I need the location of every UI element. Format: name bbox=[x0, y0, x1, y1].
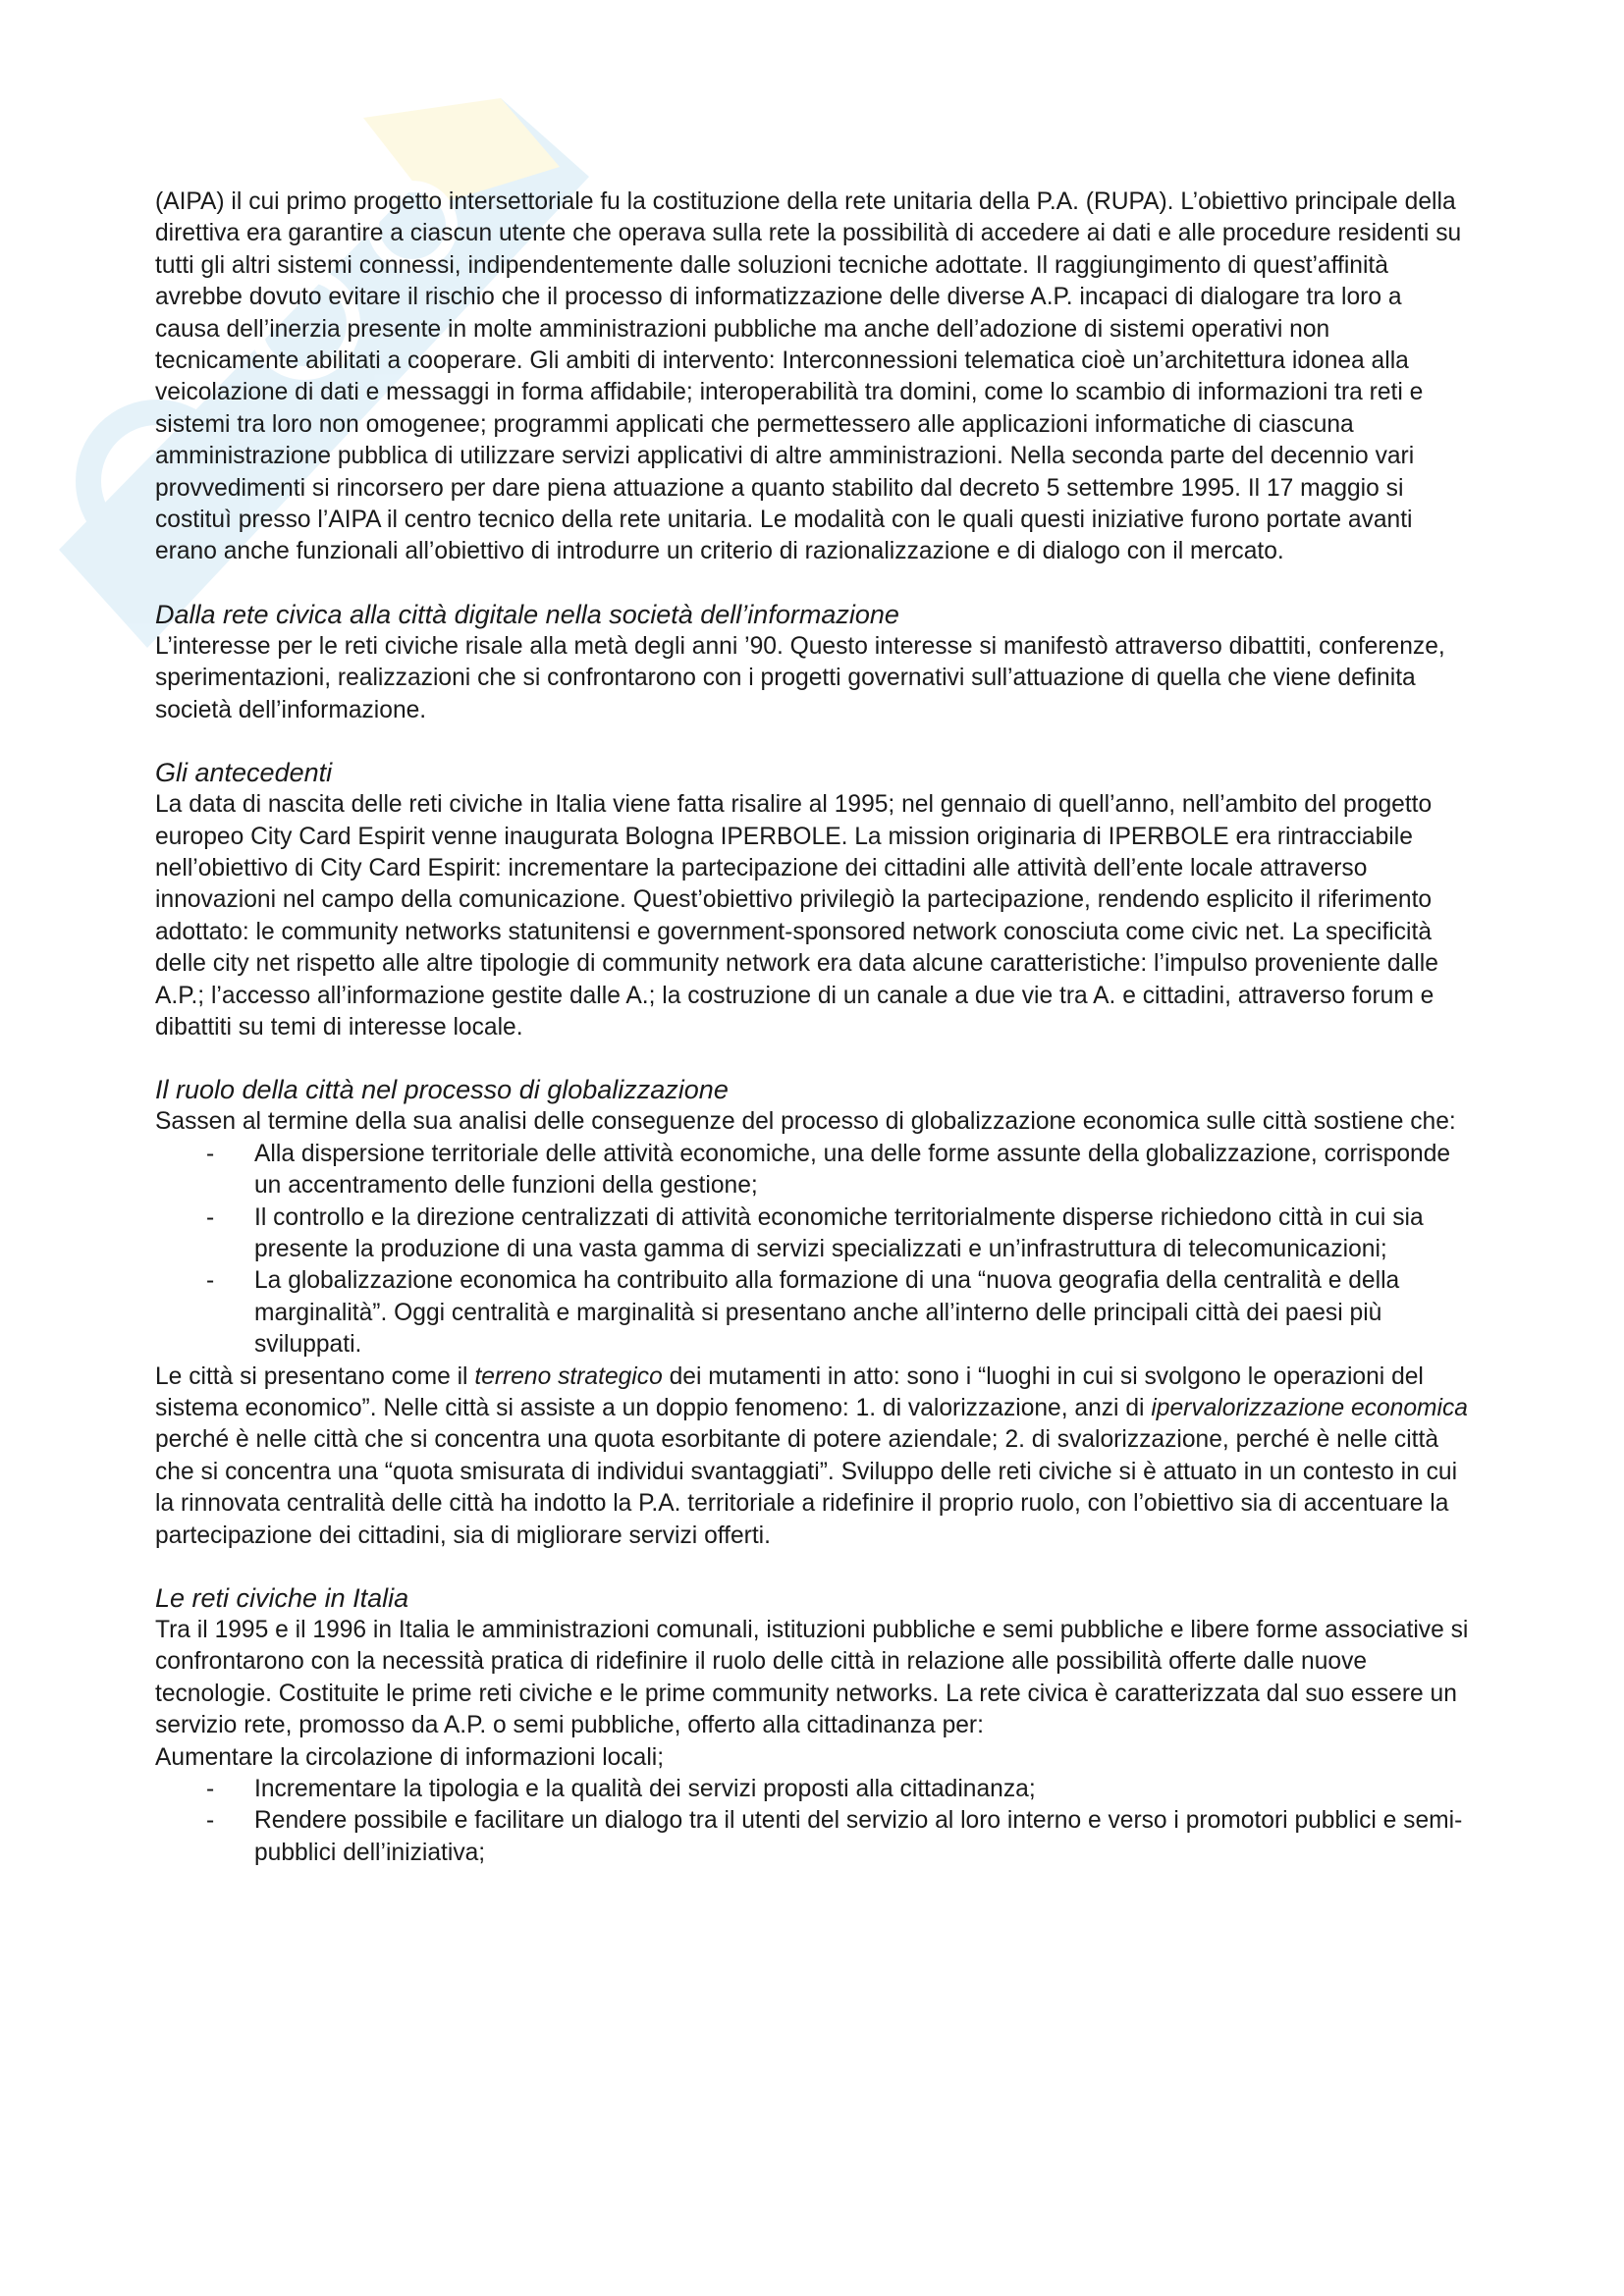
paragraph: Tra il 1995 e il 1996 in Italia le amministrazioni comunali, istituzioni pubbliche e semi pubbliche e libere forme associative si confrontarono con la necessità pratica di ridefinire il ruolo delle città in relazione alle possibilità offerte dalle nuove tecnologie. Costituite le prime reti civiche e le prime community networks. La rete civica è caratterizzata dal suo essere un servizio rete, promosso da A.P. o semi pubbliche, offerto alla cittadinanza per: bbox=[155, 1617, 1469, 1739]
dash-marker: - bbox=[206, 1776, 215, 1803]
paragraph: Aumentare la circolazione di informazioni locali; bbox=[155, 1743, 665, 1771]
emphasis-text: terreno strategico bbox=[474, 1362, 663, 1390]
dash-marker: - bbox=[206, 1267, 215, 1295]
section-heading: Dalla rete civica alla città digitale nella società dell’informazione bbox=[155, 599, 899, 629]
list-item-text: Rendere possibile e facilitare un dialogo tra il utenti del servizio al loro interno e verso i promotori pubblici e semi-pubblici dell’iniziativa; bbox=[254, 1807, 1463, 1866]
paragraph: Sassen al termine della sua analisi delle conseguenze del processo di globalizzazione economica sulle città sostiene che: bbox=[155, 1108, 1456, 1136]
section-heading: Gli antecedenti bbox=[155, 758, 333, 788]
dash-list bbox=[155, 1774, 1471, 1869]
dash-marker: - bbox=[206, 1140, 215, 1167]
list-item bbox=[155, 1202, 1471, 1266]
paragraph: La data di nascita delle reti civiche in Italia viene fatta risalire al 1995; nel gennaio di quell’anno, nell’ambito del progetto europeo City Card Espirit venne inaugurata Bologna IPERBOLE. La mission originaria di IPERBOLE era rintracciabile nell’obiettivo di City Card Espirit: incrementare la partecipazione dei cittadini alle attività dell’ente locale attraverso innovazioni nel campo della comunicazione. Quest’obiettivo privilegiò la partecipazione, rendendo esplicito il riferimento adottato: le community networks statunitensi e government-sponsored network conosciuta come civic net. La specificità delle city net rispetto alle altre tipologie di community network era data alcune caratteristiche: l’impulso proveniente dalle A.P.; l’accesso all’informazione gestite dalle A.; la costruzione di un canale a due vie tra A. e cittadini, attraverso forum e dibattiti su temi di interesse locale. bbox=[155, 791, 1438, 1041]
section-heading: Il ruolo della città nel processo di globalizzazione bbox=[155, 1075, 729, 1105]
section-antecedenti bbox=[155, 756, 1471, 1043]
dash-list bbox=[155, 1139, 1471, 1362]
intro-paragraph: (AIPA) il cui primo progetto intersettoriale fu la costituzione della rete unitaria della P.A. (RUPA). L’obiettivo principale della direttiva era garantire a ciascun utente che operava sulla rete la possibilità di accedere ai dati e alle procedure residenti su tutti gli altri sistemi connessi, indipendentemente dalle soluzioni tecniche adottate. Il raggiungimento di quest’affinità avrebbe dovuto evitare il rischio che il processo di informatizzazione delle diverse A.P. incapaci di dialogare tra loro a causa dell’inerzia presente in molte amministrazioni pubbliche ma anche dell’adozione di sistemi operativi non tecnicamente abilitati a cooperare. Gli ambiti di intervento: Interconnessioni telematica cioè un’architettura idonea alla veicolazione di dati e messaggi in forma affidabile; interoperabilità tra domini, come lo scambio di informazioni tra reti e sistemi tra loro non omogenee; programmi applicati che permettessero alle applicazioni informatiche di ciascuna amministrazione pubblica di utilizzare servizi applicativi di altre amministrazioni. Nella seconda parte del decennio vari provvedimenti si rincorsero per dare piena attuazione a quanto stabilito dal decreto 5 settembre 1995. Il 17 maggio si costituì presso l’AIPA il centro tecnico della rete unitaria. Le modalità con le quali questi iniziative furono portate avanti erano anche funzionali all’obiettivo di introdurre un criterio di razionalizzazione e di dialogo con il mercato. bbox=[155, 188, 1462, 565]
text-run: dei mutamenti in atto: sono i “luoghi in cui si svolgono le operazioni del sistema economico”. Nelle città si assiste a un doppio fenomeno: 1. di valorizzazione, anzi di bbox=[155, 1362, 1424, 1421]
list-item bbox=[155, 1265, 1471, 1361]
dash-marker: - bbox=[206, 1203, 215, 1231]
list-item-text: La globalizzazione economica ha contribuito alla formazione di una “nuova geografia della centralità e della marginalità”. Oggi centralità e marginalità si presentano anche all’interno delle principali città dei paesi più sviluppati. bbox=[254, 1267, 1400, 1359]
list-item bbox=[155, 1805, 1471, 1869]
section-reti-civiche-italia bbox=[155, 1581, 1471, 1869]
section-heading: Le reti civiche in Italia bbox=[155, 1583, 409, 1614]
list-item-text: Alla dispersione territoriale delle attività economiche, una delle forme assunte della globalizzazione, corrisponde un accentramento delle funzioni della gestione; bbox=[254, 1140, 1451, 1200]
section-globalizzazione bbox=[155, 1073, 1471, 1552]
text-run: perché è nelle città che si concentra una quota esorbitante di potere aziendale; 2. di svalorizzazione, perché è nelle città che si concentra una “quota smisurata di individui svantaggiati”. Sviluppo delle reti civiche si è attuato in un contesto in cui la rinnovata centralità delle città ha indotto la P.A. territoriale a ridefinire il proprio ruolo, con l’obiettivo sia di accentuare la partecipazione dei cittadini, sia di migliorare servizi offerti. bbox=[155, 1426, 1458, 1549]
paragraph: L’interesse per le reti civiche risale alla metà degli anni ’90. Questo interesse si manifestò attraverso dibattiti, conferenze, sperimentazioni, realizzazioni che si confrontarono con i progetti governativi sull’attuazione di quella che viene definita società dell’informazione. bbox=[155, 632, 1445, 723]
list-item bbox=[155, 1774, 1471, 1805]
paragraph bbox=[155, 1362, 1471, 1552]
list-item bbox=[155, 1139, 1471, 1202]
document-page bbox=[155, 187, 1471, 1869]
list-item-text: Incrementare la tipologia e la qualità dei servizi proposti alla cittadinanza; bbox=[254, 1776, 1036, 1803]
list-item-text: Il controllo e la direzione centralizzati di attività economiche territorialmente disperse richiedono città in cui sia presente la produzione di una vasta gamma di servizi specializzati e un’infrastruttura di telecomunicazioni; bbox=[254, 1203, 1424, 1262]
section-rete-civica bbox=[155, 598, 1471, 726]
emphasis-text: ipervalorizzazione economica bbox=[1151, 1395, 1468, 1421]
dash-marker: - bbox=[206, 1807, 215, 1835]
text-run: Le città si presentano come il bbox=[155, 1362, 475, 1390]
